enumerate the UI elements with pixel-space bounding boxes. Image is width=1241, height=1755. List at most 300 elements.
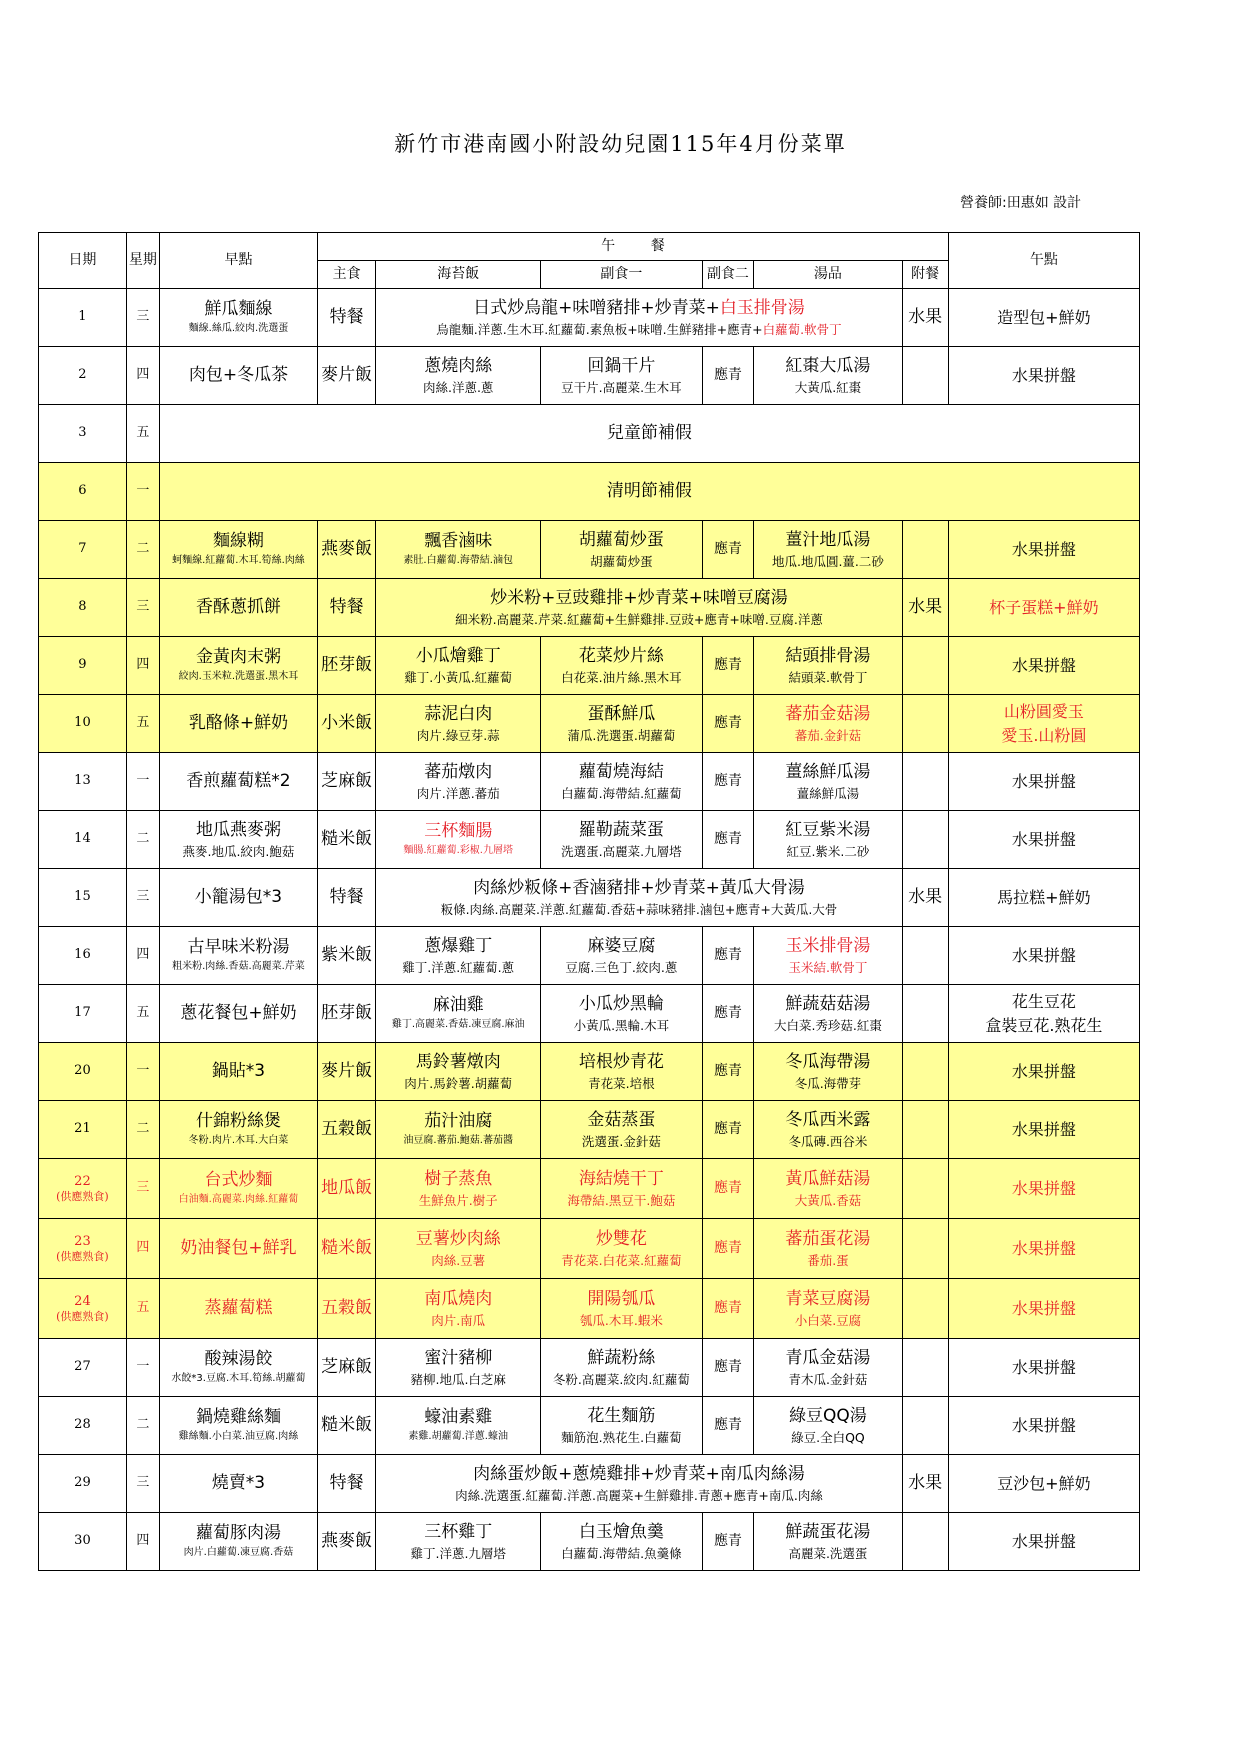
main-staple: 芝麻飯 xyxy=(321,1356,373,1377)
side1-cell xyxy=(541,695,703,753)
snack-name: 豆沙包+鮮奶 xyxy=(997,1473,1091,1493)
breakfast-cell xyxy=(159,695,317,753)
date-number: 3 xyxy=(78,425,87,441)
side1-dish-name: 鮮蔬粉絲 xyxy=(587,1347,656,1368)
main-cell xyxy=(318,869,376,927)
soup-cell xyxy=(754,521,902,579)
snack-cell xyxy=(948,1279,1139,1339)
header-extra: 附餐 xyxy=(902,261,948,289)
breakfast-cell xyxy=(159,1279,317,1339)
extra-item: 水果 xyxy=(908,596,943,617)
main-cell xyxy=(318,985,376,1043)
side2-dish: 應青 xyxy=(713,366,742,383)
main-cell xyxy=(318,637,376,695)
side1-cell xyxy=(541,1043,703,1101)
snack-name: 花生豆花 xyxy=(1011,991,1076,1011)
side2-cell xyxy=(702,637,754,695)
breakfast-name: 鮮瓜麵線 xyxy=(204,299,273,320)
date-cell xyxy=(39,695,127,753)
snack-name: 山粉圓愛玉 xyxy=(1003,701,1084,721)
holiday-cell xyxy=(159,405,1139,463)
extra-item: 水果 xyxy=(908,886,943,907)
main-cell xyxy=(318,1513,376,1571)
extra-cell xyxy=(902,521,948,579)
main-staple: 燕麥飯 xyxy=(321,1530,373,1551)
rice-dish-ingredients: 肉片.洋蔥.蕃茄 xyxy=(416,785,500,801)
breakfast-name: 肉包+冬瓜茶 xyxy=(188,364,289,385)
snack-cell xyxy=(948,1397,1139,1455)
date-number: 13 xyxy=(74,773,91,789)
menu-row xyxy=(39,405,1140,463)
snack-name: 水果拼盤 xyxy=(1011,1415,1076,1435)
side1-dish-name: 回鍋干片 xyxy=(587,355,656,376)
weekday-cell xyxy=(126,521,159,579)
snack-name: 水果拼盤 xyxy=(1011,1238,1076,1258)
breakfast-name: 金黃肉末粥 xyxy=(195,647,281,668)
soup-dish-ingredients: 蕃茄.金針菇 xyxy=(794,727,862,743)
side1-dish-ingredients: 胡蘿蔔炒蛋 xyxy=(590,553,653,569)
breakfast-ingredients: 水餃*3.豆腐.木耳.筍絲.胡蘿蔔 xyxy=(171,1373,306,1385)
combo-name: 肉絲炒粄條+香滷豬排+炒青菜+黃瓜大骨湯 xyxy=(473,877,805,898)
main-cell xyxy=(318,695,376,753)
weekday-cell xyxy=(126,1159,159,1219)
side2-cell xyxy=(702,1159,754,1219)
date-note: (供應熟食) xyxy=(56,1249,109,1263)
extra-cell xyxy=(902,811,948,869)
side1-cell xyxy=(541,1339,703,1397)
soup-dish-ingredients: 薑絲鮮瓜湯 xyxy=(796,785,860,801)
breakfast-name: 奶油餐包+鮮乳 xyxy=(180,1237,297,1258)
side1-dish-ingredients: 白蘿蔔.海帶結.紅蘿蔔 xyxy=(561,785,682,801)
soup-dish-ingredients: 高麗菜.洗選蛋 xyxy=(788,1545,868,1561)
snack-name: 水果拼盤 xyxy=(1011,539,1076,559)
rice-cell xyxy=(376,1279,541,1339)
date-number: 16 xyxy=(74,947,91,963)
side1-cell xyxy=(541,811,703,869)
soup-dish-name: 冬瓜海帶湯 xyxy=(785,1051,871,1072)
breakfast-cell xyxy=(159,1397,317,1455)
menu-row xyxy=(39,1339,1140,1397)
rice-dish-name: 蜜汁豬柳 xyxy=(424,1347,493,1368)
weekday-cell xyxy=(126,347,159,405)
weekday: 三 xyxy=(136,1180,150,1196)
combo-cell xyxy=(376,289,902,347)
main-cell xyxy=(318,347,376,405)
soup-dish-ingredients: 大白菜.秀珍菇.紅棗 xyxy=(773,1017,882,1033)
date-number: 10 xyxy=(74,715,91,731)
main-cell xyxy=(318,289,376,347)
breakfast-ingredients: 蚵麵線.紅蘿蔔.木耳.筍絲.肉絲 xyxy=(172,555,305,567)
menu-row xyxy=(39,579,1140,637)
rice-cell xyxy=(376,637,541,695)
breakfast-name: 蔥花餐包+鮮奶 xyxy=(180,1002,297,1023)
side1-cell xyxy=(541,927,703,985)
side2-cell xyxy=(702,521,754,579)
side2-dish: 應青 xyxy=(713,1239,742,1256)
breakfast-cell xyxy=(159,1159,317,1219)
breakfast-name: 古早味米粉湯 xyxy=(187,937,290,958)
side2-cell xyxy=(702,347,754,405)
breakfast-cell xyxy=(159,1339,317,1397)
weekday: 四 xyxy=(136,367,150,383)
weekday: 四 xyxy=(136,947,150,963)
main-staple: 地瓜飯 xyxy=(321,1177,373,1198)
date-cell xyxy=(39,637,127,695)
breakfast-cell xyxy=(159,1513,317,1571)
header-breakfast: 早點 xyxy=(159,233,317,289)
side1-cell xyxy=(541,1397,703,1455)
snack-cell xyxy=(948,521,1139,579)
main-staple: 特餐 xyxy=(329,596,364,617)
side1-dish-ingredients: 豆腐.三色丁.絞肉.蔥 xyxy=(565,959,678,975)
rice-dish-name: 蒜泥白肉 xyxy=(424,703,493,724)
weekday: 五 xyxy=(136,1300,150,1316)
soup-cell xyxy=(754,1219,902,1279)
rice-dish-name: 小瓜燴雞丁 xyxy=(415,645,501,666)
side2-dish: 應青 xyxy=(713,1299,742,1316)
breakfast-name: 鍋燒雞絲麵 xyxy=(195,1407,281,1428)
holiday-cell xyxy=(159,463,1139,521)
side2-dish: 應青 xyxy=(713,830,742,847)
combo-name: 日式炒烏龍+味噌豬排+炒青菜+白玉排骨湯 xyxy=(473,297,805,318)
side2-cell xyxy=(702,1219,754,1279)
header-side1: 副食一 xyxy=(541,261,703,289)
weekday-cell xyxy=(126,637,159,695)
extra-cell xyxy=(902,1219,948,1279)
weekday: 二 xyxy=(136,1417,150,1433)
snack-cell xyxy=(948,579,1139,637)
page-title: 新竹市港南國小附設幼兒園115年4月份菜單 xyxy=(394,132,847,156)
menu-row xyxy=(39,289,1140,347)
side1-dish-ingredients: 青花菜.白花菜.紅蘿蔔 xyxy=(561,1252,682,1268)
side1-cell xyxy=(541,1219,703,1279)
side1-dish-name: 蘿蔔燒海結 xyxy=(578,761,664,782)
breakfast-name: 乳酪條+鮮奶 xyxy=(188,712,289,733)
side2-cell xyxy=(702,985,754,1043)
weekday: 三 xyxy=(136,599,150,615)
date-number: 8 xyxy=(78,599,87,615)
weekday: 二 xyxy=(136,541,150,557)
soup-cell xyxy=(754,1279,902,1339)
main-cell xyxy=(318,927,376,985)
rice-dish-ingredients: 肉片.南瓜 xyxy=(431,1312,486,1328)
rice-cell xyxy=(376,347,541,405)
weekday: 二 xyxy=(136,1121,150,1137)
main-staple: 特餐 xyxy=(329,306,364,327)
date-cell xyxy=(39,927,127,985)
side1-dish-name: 白玉燴魚羹 xyxy=(578,1521,664,1542)
date-number: 30 xyxy=(74,1533,91,1549)
side1-dish-name: 炒雙花 xyxy=(595,1228,647,1249)
side1-cell xyxy=(541,985,703,1043)
soup-cell xyxy=(754,1159,902,1219)
extra-cell xyxy=(902,869,948,927)
rice-cell xyxy=(376,1101,541,1159)
combo-ingredients: 烏龍麵.洋蔥.生木耳.紅蘿蔔.素魚板+味噌.生鮮豬排+應青+白蘿蔔.軟骨丁 xyxy=(436,321,842,337)
extra-cell xyxy=(902,1339,948,1397)
date-cell xyxy=(39,289,127,347)
main-staple: 糙米飯 xyxy=(321,828,373,849)
snack-name: 水果拼盤 xyxy=(1011,655,1076,675)
side1-dish-ingredients: 洗選蛋.高麗菜.九層塔 xyxy=(561,843,682,859)
menu-row xyxy=(39,985,1140,1043)
snack-name: 水果拼盤 xyxy=(1011,1178,1076,1198)
soup-dish-ingredients: 綠豆.全白QQ xyxy=(791,1429,865,1445)
date-cell xyxy=(39,1219,127,1279)
date-number: 1 xyxy=(78,309,87,325)
weekday: 五 xyxy=(136,425,150,441)
snack-cell xyxy=(948,1219,1139,1279)
soup-cell xyxy=(754,1043,902,1101)
weekday: 四 xyxy=(136,1533,150,1549)
side1-dish-name: 開陽瓠瓜 xyxy=(587,1288,656,1309)
breakfast-ingredients: 雞絲麵.小白菜.油豆腐.肉絲 xyxy=(178,1431,299,1443)
menu-table xyxy=(38,232,1140,1571)
main-cell xyxy=(318,521,376,579)
soup-dish-name: 青菜豆腐湯 xyxy=(785,1288,871,1309)
menu-row xyxy=(39,869,1140,927)
soup-cell xyxy=(754,637,902,695)
side1-dish-name: 羅勒蔬菜蛋 xyxy=(578,819,664,840)
rice-dish-name: 飄香滷味 xyxy=(424,531,493,552)
snack-cell xyxy=(948,637,1139,695)
main-cell xyxy=(318,1279,376,1339)
main-staple: 特餐 xyxy=(329,1472,364,1493)
date-number: 15 xyxy=(74,889,91,905)
weekday-cell xyxy=(126,1455,159,1513)
breakfast-name: 麵線糊 xyxy=(212,531,264,552)
rice-dish-ingredients: 雞丁.小黃瓜.紅蘿蔔 xyxy=(404,669,513,685)
main-cell xyxy=(318,811,376,869)
weekday: 三 xyxy=(136,889,150,905)
menu-row xyxy=(39,347,1140,405)
main-cell xyxy=(318,579,376,637)
extra-cell xyxy=(902,289,948,347)
rice-dish-ingredients: 肉片.綠豆芽.蒜 xyxy=(416,727,500,743)
soup-dish-name: 冬瓜西米露 xyxy=(785,1109,871,1130)
soup-dish-ingredients: 冬瓜磚.西谷米 xyxy=(788,1133,868,1149)
main-staple: 糙米飯 xyxy=(321,1237,373,1258)
rice-cell xyxy=(376,1219,541,1279)
holiday-label: 兒童節補假 xyxy=(606,422,692,443)
extra-cell xyxy=(902,927,948,985)
snack-cell xyxy=(948,811,1139,869)
rice-dish-name: 蠔油素雞 xyxy=(424,1407,493,1428)
soup-dish-ingredients: 青木瓜.金針菇 xyxy=(788,1371,868,1387)
date-cell xyxy=(39,1101,127,1159)
snack-name: 杯子蛋糕+鮮奶 xyxy=(989,597,1099,617)
soup-dish-name: 紅豆紫米湯 xyxy=(785,819,871,840)
combo-ingredients: 肉絲.洗選蛋.紅蘿蔔.洋蔥.高麗菜+生鮮雞排.青蔥+應青+南瓜.肉絲 xyxy=(455,1487,823,1503)
header-lunch: 午 餐 xyxy=(318,233,949,261)
soup-dish-name: 黃瓜鮮菇湯 xyxy=(785,1168,871,1189)
side1-dish-ingredients: 瓠瓜.木耳.蝦米 xyxy=(579,1312,663,1328)
header-snack: 午點 xyxy=(948,233,1139,289)
rice-cell xyxy=(376,1397,541,1455)
side2-cell xyxy=(702,1279,754,1339)
date-cell xyxy=(39,1455,127,1513)
header-weekday: 星期 xyxy=(126,233,159,289)
rice-dish-ingredients: 雞丁.高麗菜.香菇.凍豆腐.麻油 xyxy=(391,1019,525,1031)
snack-cell xyxy=(948,1159,1139,1219)
extra-cell xyxy=(902,1043,948,1101)
breakfast-cell xyxy=(159,1455,317,1513)
rice-dish-name: 茄汁油腐 xyxy=(424,1111,493,1132)
rice-dish-ingredients: 肉片.馬鈴薯.胡蘿蔔 xyxy=(404,1075,513,1091)
menu-row xyxy=(39,1219,1140,1279)
extra-cell xyxy=(902,1513,948,1571)
side1-dish-ingredients: 海帶結.黑豆干.鮑菇 xyxy=(567,1192,676,1208)
rice-dish-name: 蔥燒肉絲 xyxy=(424,355,493,376)
breakfast-ingredients: 麵線.絲瓜.絞肉.洗選蛋 xyxy=(188,323,289,335)
rice-cell xyxy=(376,811,541,869)
side2-dish: 應青 xyxy=(713,946,742,963)
side2-cell xyxy=(702,1397,754,1455)
breakfast-cell xyxy=(159,1043,317,1101)
main-cell xyxy=(318,1397,376,1455)
extra-item: 水果 xyxy=(908,306,943,327)
extra-cell xyxy=(902,579,948,637)
breakfast-cell xyxy=(159,869,317,927)
date-number: 21 xyxy=(74,1121,91,1137)
side2-cell xyxy=(702,927,754,985)
weekday-cell xyxy=(126,1219,159,1279)
date-number: 29 xyxy=(74,1475,91,1491)
weekday-cell xyxy=(126,579,159,637)
soup-dish-ingredients: 冬瓜.海帶芽 xyxy=(794,1075,862,1091)
side2-cell xyxy=(702,695,754,753)
weekday: 五 xyxy=(136,715,150,731)
date-number: 23 xyxy=(74,1233,91,1249)
snack-name: 水果拼盤 xyxy=(1011,1357,1076,1377)
weekday-cell xyxy=(126,1397,159,1455)
extra-cell xyxy=(902,695,948,753)
combo-cell xyxy=(376,1455,902,1513)
rice-dish-name: 麻油雞 xyxy=(432,995,484,1016)
combo-highlight: 白玉排骨湯 xyxy=(719,297,805,318)
side1-dish-name: 海結燒干丁 xyxy=(578,1168,664,1189)
weekday-cell xyxy=(126,695,159,753)
side1-cell xyxy=(541,347,703,405)
snack-cell xyxy=(948,869,1139,927)
date-number: 6 xyxy=(78,483,87,499)
snack-ingredients: 盒裝豆花.熟花生 xyxy=(985,1015,1103,1035)
rice-cell xyxy=(376,1159,541,1219)
menu-row xyxy=(39,811,1140,869)
rice-dish-ingredients: 麵腸.紅蘿蔔.彩椒.九層塔 xyxy=(403,845,513,857)
combo-ingredients: 細米粉.高麗菜.芹菜.紅蘿蔔+生鮮雞排.豆豉+應青+味噌.豆腐.洋蔥 xyxy=(455,611,823,627)
breakfast-name: 酸辣湯餃 xyxy=(204,1349,273,1370)
main-cell xyxy=(318,1455,376,1513)
side2-dish: 應青 xyxy=(713,1004,742,1021)
side2-cell xyxy=(702,1101,754,1159)
side1-dish-ingredients: 小黃瓜.黑輪.木耳 xyxy=(573,1017,670,1033)
main-staple: 糙米飯 xyxy=(321,1414,373,1435)
menu-row xyxy=(39,1279,1140,1339)
side1-dish-ingredients: 蒲瓜.洗選蛋.胡蘿蔔 xyxy=(567,727,676,743)
breakfast-ingredients: 白油麵.高麗菜.肉絲.紅蘿蔔 xyxy=(178,1194,299,1206)
side2-dish: 應青 xyxy=(713,1532,742,1549)
side2-cell xyxy=(702,1513,754,1571)
snack-cell xyxy=(948,985,1139,1043)
main-cell xyxy=(318,1043,376,1101)
snack-ingredients: 愛玉.山粉圓 xyxy=(1001,725,1087,745)
main-staple: 紫米飯 xyxy=(321,944,373,965)
weekday-cell xyxy=(126,463,159,521)
rice-cell xyxy=(376,927,541,985)
soup-cell xyxy=(754,811,902,869)
rice-dish-name: 樹子蒸魚 xyxy=(424,1168,493,1189)
snack-name: 水果拼盤 xyxy=(1011,829,1076,849)
weekday: 三 xyxy=(136,1475,150,1491)
main-staple: 胚芽飯 xyxy=(321,654,373,675)
main-staple: 小米飯 xyxy=(321,712,373,733)
side1-dish-name: 培根炒青花 xyxy=(578,1051,664,1072)
menu-row xyxy=(39,1159,1140,1219)
side2-dish: 應青 xyxy=(713,1120,742,1137)
rice-dish-name: 蕃茄燉肉 xyxy=(424,761,493,782)
menu-row xyxy=(39,463,1140,521)
side2-cell xyxy=(702,1043,754,1101)
rice-dish-name: 蔥爆雞丁 xyxy=(424,935,493,956)
snack-name: 水果拼盤 xyxy=(1011,1119,1076,1139)
main-staple: 特餐 xyxy=(329,886,364,907)
main-staple: 五穀飯 xyxy=(321,1297,373,1318)
side2-dish: 應青 xyxy=(713,540,742,557)
weekday-cell xyxy=(126,1043,159,1101)
soup-dish-ingredients: 結頭菜.軟骨丁 xyxy=(788,669,868,685)
side1-dish-name: 花菜炒片絲 xyxy=(578,645,664,666)
date-number: 20 xyxy=(74,1063,91,1079)
side2-dish: 應青 xyxy=(713,1358,742,1375)
rice-cell xyxy=(376,1043,541,1101)
side2-dish: 應青 xyxy=(713,1179,742,1196)
soup-dish-name: 薑絲鮮瓜湯 xyxy=(785,761,871,782)
snack-name: 水果拼盤 xyxy=(1011,945,1076,965)
weekday-cell xyxy=(126,753,159,811)
snack-cell xyxy=(948,1455,1139,1513)
rice-dish-ingredients: 雞丁.洋蔥.九層塔 xyxy=(410,1545,506,1561)
menu-row xyxy=(39,1043,1140,1101)
snack-cell xyxy=(948,1339,1139,1397)
side1-cell xyxy=(541,753,703,811)
weekday-cell xyxy=(126,1339,159,1397)
weekday: 一 xyxy=(136,773,150,789)
main-cell xyxy=(318,753,376,811)
side1-cell xyxy=(541,521,703,579)
date-cell xyxy=(39,1279,127,1339)
rice-dish-ingredients: 素雞.胡蘿蔔.洋蔥.蠔油 xyxy=(408,1431,508,1443)
main-cell xyxy=(318,1101,376,1159)
soup-cell xyxy=(754,1339,902,1397)
main-staple: 五穀飯 xyxy=(321,1118,373,1139)
snack-name: 水果拼盤 xyxy=(1011,771,1076,791)
side1-dish-name: 麻婆豆腐 xyxy=(587,935,656,956)
soup-cell xyxy=(754,985,902,1043)
menu-row xyxy=(39,1455,1140,1513)
breakfast-cell xyxy=(159,811,317,869)
breakfast-cell xyxy=(159,927,317,985)
main-staple: 芝麻飯 xyxy=(321,770,373,791)
snack-name: 馬拉糕+鮮奶 xyxy=(997,887,1091,907)
extra-cell xyxy=(902,753,948,811)
side1-cell xyxy=(541,1159,703,1219)
rice-cell xyxy=(376,695,541,753)
extra-cell xyxy=(902,1397,948,1455)
rice-dish-name: 豆薯炒肉絲 xyxy=(415,1228,501,1249)
menu-row xyxy=(39,695,1140,753)
extra-cell xyxy=(902,985,948,1043)
